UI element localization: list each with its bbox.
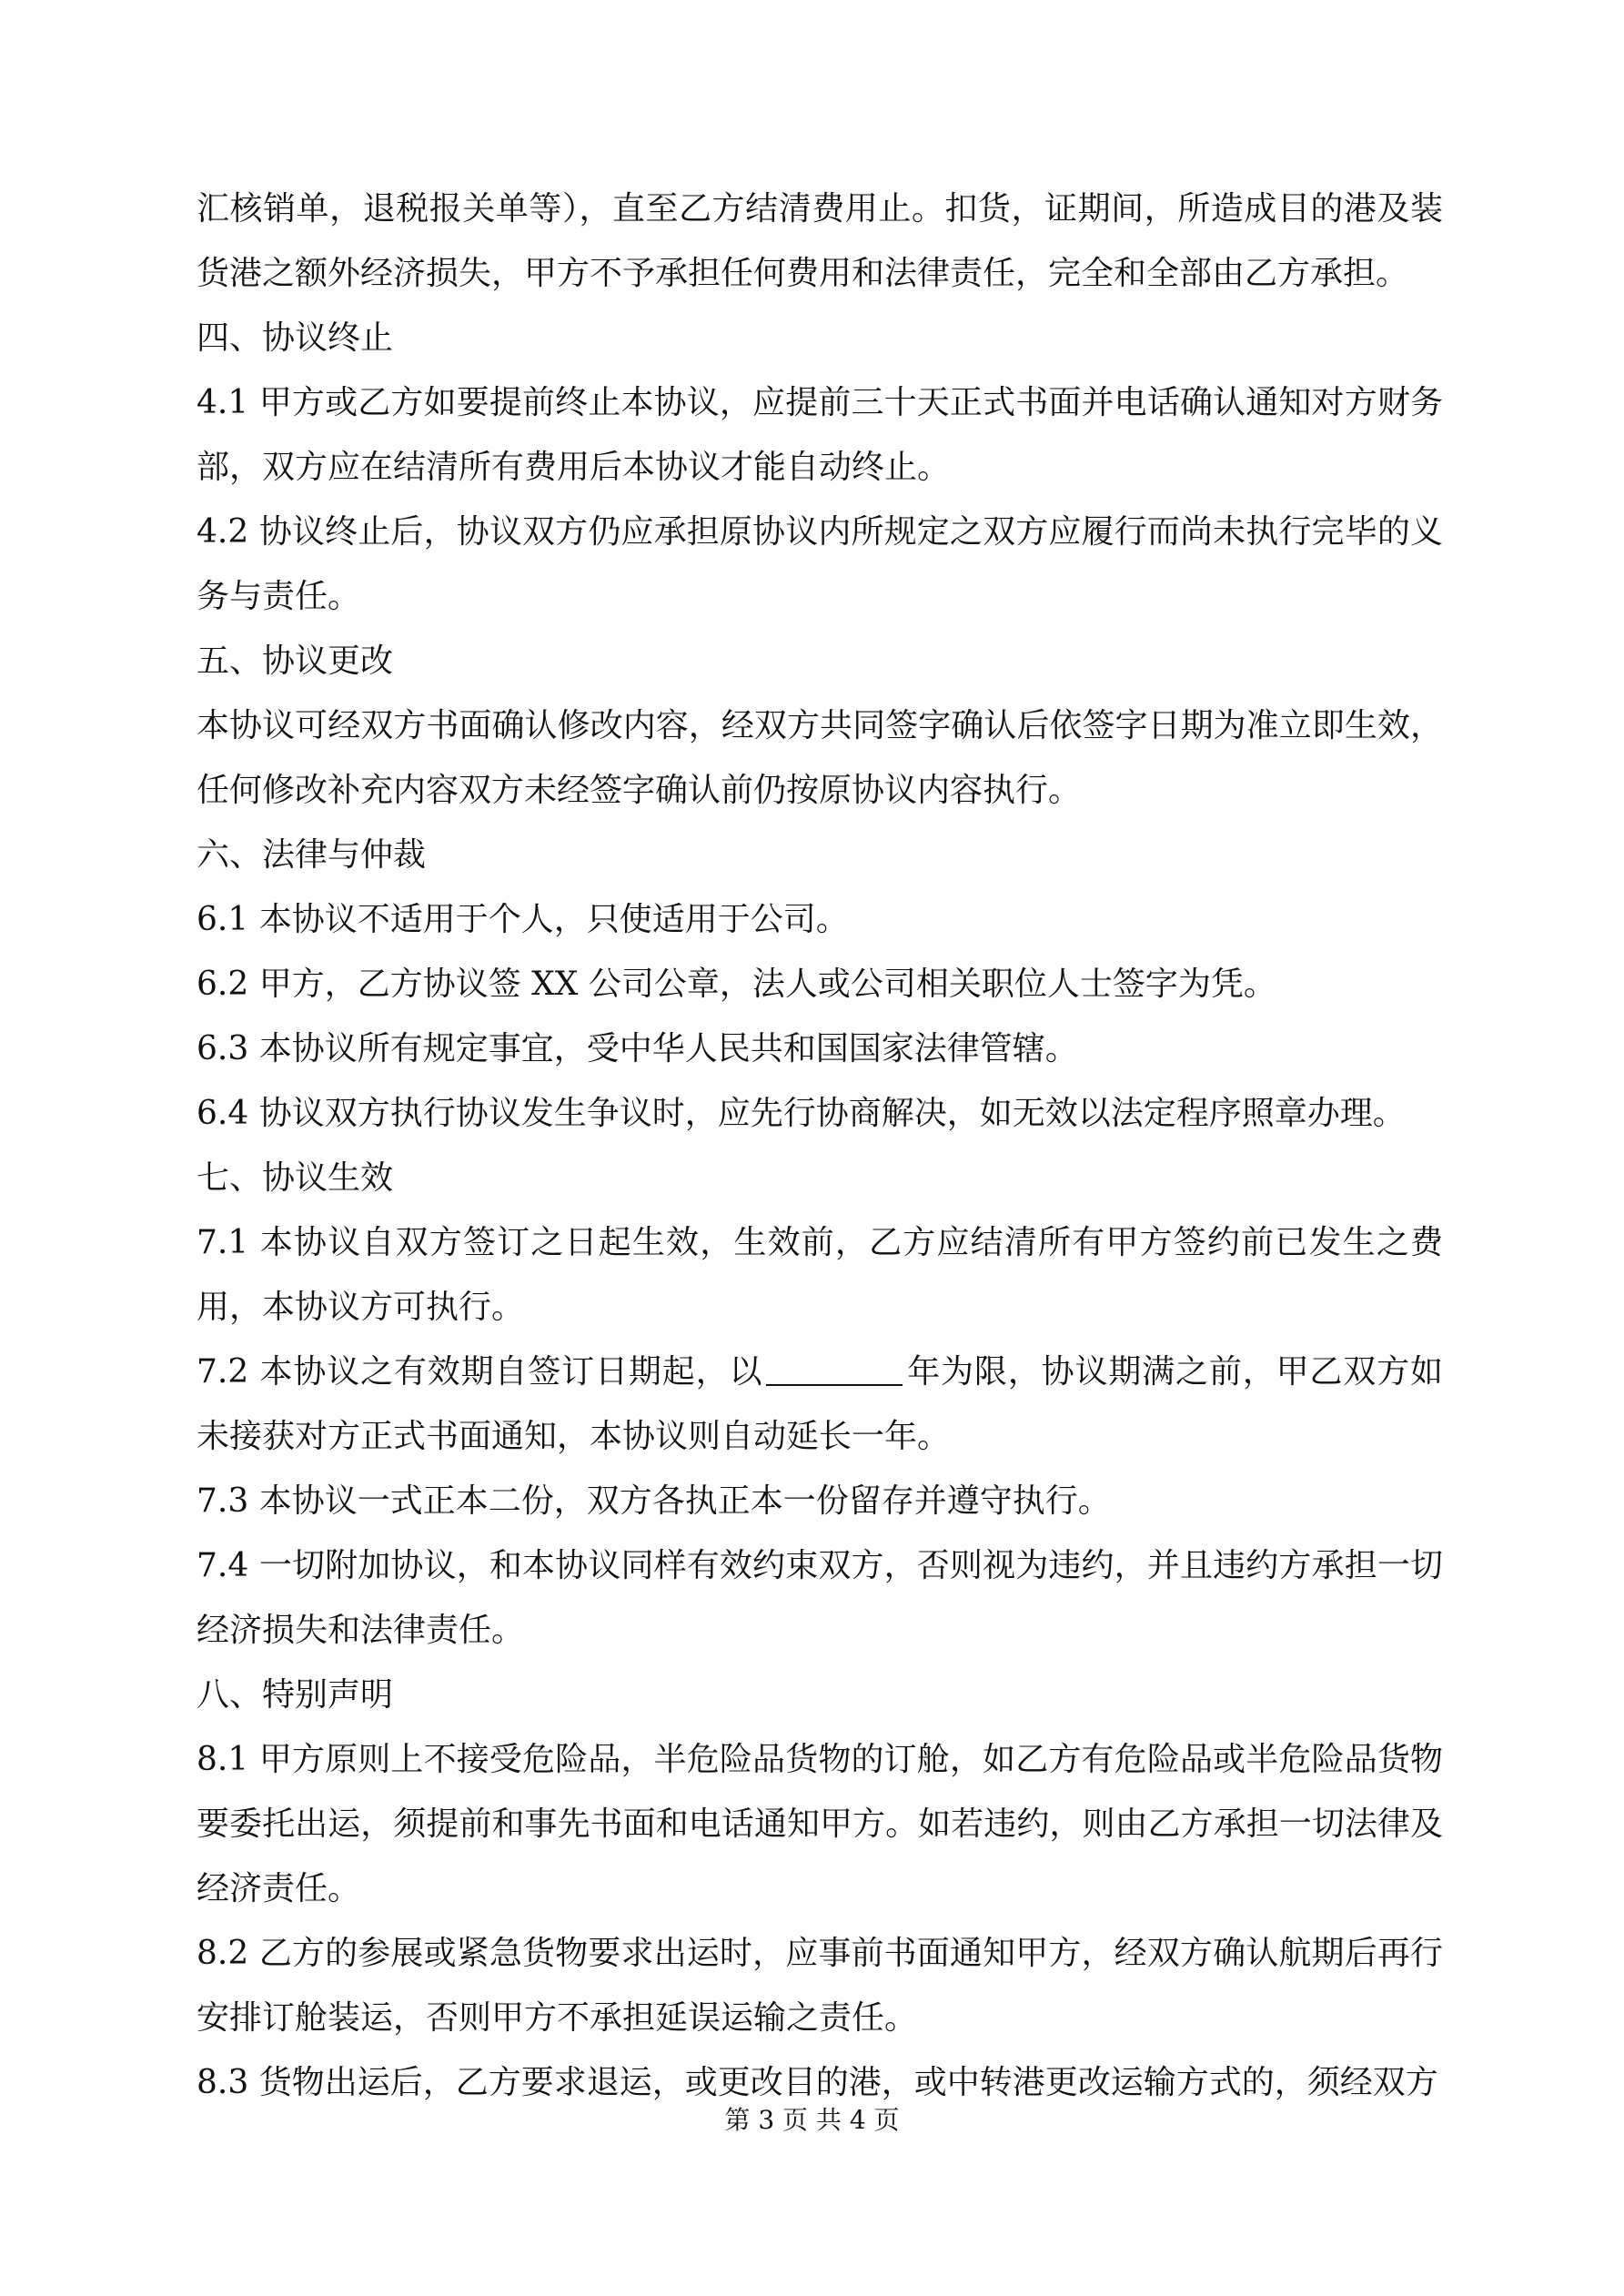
section-heading-amendment: 五、协议更改 (197, 642, 394, 680)
paragraph-continuation: 汇核销单，退税报关单等），直至乙方结清费用止。扣货，证期间，所造成目的港及装货港之额外经济损失，甲方不予承担任何费用和法律责任，完全和全部由乙方承担。 (197, 190, 1443, 292)
section-heading-special-statement: 八、特别声明 (197, 1676, 394, 1714)
document-body (197, 177, 1443, 2115)
clause-7-2-after: 年为限，协议期满之前，甲乙双方如未接获对方正式书面通知，本协议则自动延长一年。 (197, 1353, 1443, 1455)
page-number-footer: 第 3 页 共 4 页 (724, 2105, 900, 2135)
clause-7-2-before: 7.2 本协议之有效期自签订日期起，以 (197, 1353, 763, 1391)
clause-6-4: 6.4 协议双方执行协议发生争议时，应先行协商解决，如无效以法定程序照章办理。 (197, 1095, 1406, 1132)
clause-8-3: 8.3 货物出运后，乙方要求退运，或更改目的港，或中转港更改运输方式的，须经双方 (197, 2064, 1438, 2101)
clause-4-1: 4.1 甲方或乙方如要提前终止本协议，应提前三十天正式书面并电话确认通知对方财务部，双方应在结清所有费用后本协议才能自动终止。 (197, 384, 1443, 486)
clause-4-2: 4.2 协议终止后，协议双方仍应承担原协议内所规定之双方应履行而尚未执行完毕的义务与责任。 (197, 513, 1443, 615)
clause-7-1: 7.1 本协议自双方签订之日起生效，生效前，乙方应结清所有甲方签约前已发生之费用，本协议方可执行。 (197, 1224, 1443, 1326)
clause-6-1: 6.1 本协议不适用于个人，只使适用于公司。 (197, 901, 849, 938)
section-heading-law-arbitration: 六、法律与仲裁 (197, 836, 427, 874)
fill-in-blank[interactable] (766, 1357, 903, 1386)
clause-7-3: 7.3 本协议一式正本二份，双方各执正本一份留存并遵守执行。 (197, 1482, 1111, 1520)
clause-8-1: 8.1 甲方原则上不接受危险品，半危险品货物的订舱，如乙方有危险品或半危险品货物要委托出运，须提前和事先书面和电话通知甲方。如若违约，则由乙方承担一切法律及经济责任。 (197, 1741, 1443, 1907)
section-heading-termination: 四、协议终止 (197, 319, 394, 357)
clause-7-2 (197, 1340, 1443, 1469)
clause-amendment: 本协议可经双方书面确认修改内容，经双方共同签字确认后依签字日期为准立即生效，任何修改补充内容双方未经签字确认前仍按原协议内容执行。 (197, 707, 1443, 809)
clause-6-3: 6.3 本协议所有规定事宜，受中华人民共和国国家法律管辖。 (197, 1030, 1078, 1067)
clause-6-2: 6.2 甲方，乙方协议签 XX 公司公章，法人或公司相关职位人士签字为凭。 (197, 966, 1276, 1003)
clause-7-4: 7.4 一切附加协议，和本协议同样有效约束双方，否则视为违约，并且违约方承担一切经济损失和法律责任。 (197, 1547, 1443, 1649)
clause-8-2: 8.2 乙方的参展或紧急货物要求出运时，应事前书面通知甲方，经双方确认航期后再行安排订舱装运，否则甲方不承担延误运输之责任。 (197, 1935, 1443, 2037)
section-heading-effectiveness: 七、协议生效 (197, 1159, 394, 1197)
